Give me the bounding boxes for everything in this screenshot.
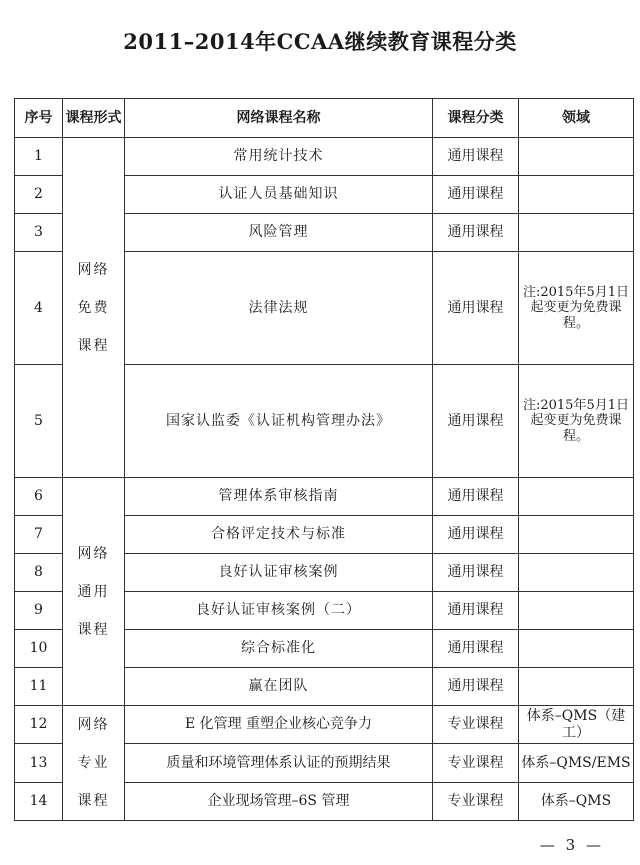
row-category: 通用课程 [433, 138, 519, 176]
row-no: 6 [15, 478, 63, 516]
form-line: 网络 [77, 261, 110, 278]
row-name: 认证人员基础知识 [125, 176, 433, 214]
course-table [14, 98, 634, 821]
form-line: 网络 [77, 717, 110, 733]
row-category: 通用课程 [433, 516, 519, 554]
row-domain [519, 554, 634, 592]
form-line: 免费 [77, 299, 110, 316]
table-row [15, 706, 634, 744]
form-line: 课程 [77, 337, 110, 354]
row-no: 3 [15, 214, 63, 252]
header-name: 网络课程名称 [125, 99, 433, 138]
row-category: 通用课程 [433, 365, 519, 478]
row-no: 14 [15, 782, 63, 820]
row-domain [519, 516, 634, 554]
header-category: 课程分类 [433, 99, 519, 138]
row-domain-note: 注:2015年5月1日起变更为免费课程。 [519, 252, 634, 365]
row-no: 7 [15, 516, 63, 554]
row-category: 专业课程 [433, 744, 519, 782]
row-category: 专业课程 [433, 706, 519, 744]
header-row [15, 99, 634, 138]
row-no: 12 [15, 706, 63, 744]
row-category: 通用课程 [433, 592, 519, 630]
row-category: 通用课程 [433, 214, 519, 252]
row-no: 13 [15, 744, 63, 782]
header-form: 课程形式 [63, 99, 125, 138]
group-form-professional [63, 706, 125, 821]
row-domain [519, 668, 634, 706]
header-no: 序号 [15, 99, 63, 138]
form-line: 网络 [77, 545, 110, 562]
row-no: 9 [15, 592, 63, 630]
row-domain [519, 630, 634, 668]
row-no: 11 [15, 668, 63, 706]
row-domain: 体系–QMS（建工） [519, 706, 634, 744]
form-line: 课程 [77, 621, 110, 638]
table-row [15, 138, 634, 176]
row-domain: 体系–QMS/EMS [519, 744, 634, 782]
row-name: 法律法规 [125, 252, 433, 365]
page-title: 2011–2014年CCAA继续教育课程分类 [123, 29, 517, 54]
row-no: 10 [15, 630, 63, 668]
group-form-free [63, 138, 125, 478]
row-name: 良好认证审核案例 [125, 554, 433, 592]
row-domain [519, 214, 634, 252]
form-line: 课程 [77, 793, 110, 809]
row-category: 通用课程 [433, 630, 519, 668]
row-name: 国家认监委《认证机构管理办法》 [125, 365, 433, 478]
row-name: 质量和环境管理体系认证的预期结果 [125, 744, 433, 782]
row-name: 合格评定技术与标准 [125, 516, 433, 554]
row-domain [519, 138, 634, 176]
row-category: 通用课程 [433, 668, 519, 706]
row-category: 通用课程 [433, 554, 519, 592]
row-name: 综合标准化 [125, 630, 433, 668]
row-domain [519, 478, 634, 516]
row-no: 2 [15, 176, 63, 214]
row-no: 4 [15, 252, 63, 365]
header-domain: 领域 [519, 99, 634, 138]
row-name: 常用统计技术 [125, 138, 433, 176]
row-no: 5 [15, 365, 63, 478]
row-name: 管理体系审核指南 [125, 478, 433, 516]
row-domain: 体系–QMS [519, 782, 634, 820]
row-name: 赢在团队 [125, 668, 433, 706]
row-domain [519, 176, 634, 214]
group-form-general [63, 478, 125, 706]
row-no: 1 [15, 138, 63, 176]
table-row [15, 478, 634, 516]
form-line: 通用 [77, 583, 110, 600]
row-name: 良好认证审核案例（二） [125, 592, 433, 630]
row-name: E 化管理 重塑企业核心竞争力 [125, 706, 433, 744]
row-no: 8 [15, 554, 63, 592]
row-domain-note: 注:2015年5月1日起变更为免费课程。 [519, 365, 634, 478]
row-category: 通用课程 [433, 176, 519, 214]
row-name: 企业现场管理–6S 管理 [125, 782, 433, 820]
page-number: — 3 — [539, 836, 604, 854]
row-category: 通用课程 [433, 252, 519, 365]
form-line: 专业 [77, 755, 110, 771]
row-category: 专业课程 [433, 782, 519, 820]
row-domain [519, 592, 634, 630]
row-category: 通用课程 [433, 478, 519, 516]
row-name: 风险管理 [125, 214, 433, 252]
